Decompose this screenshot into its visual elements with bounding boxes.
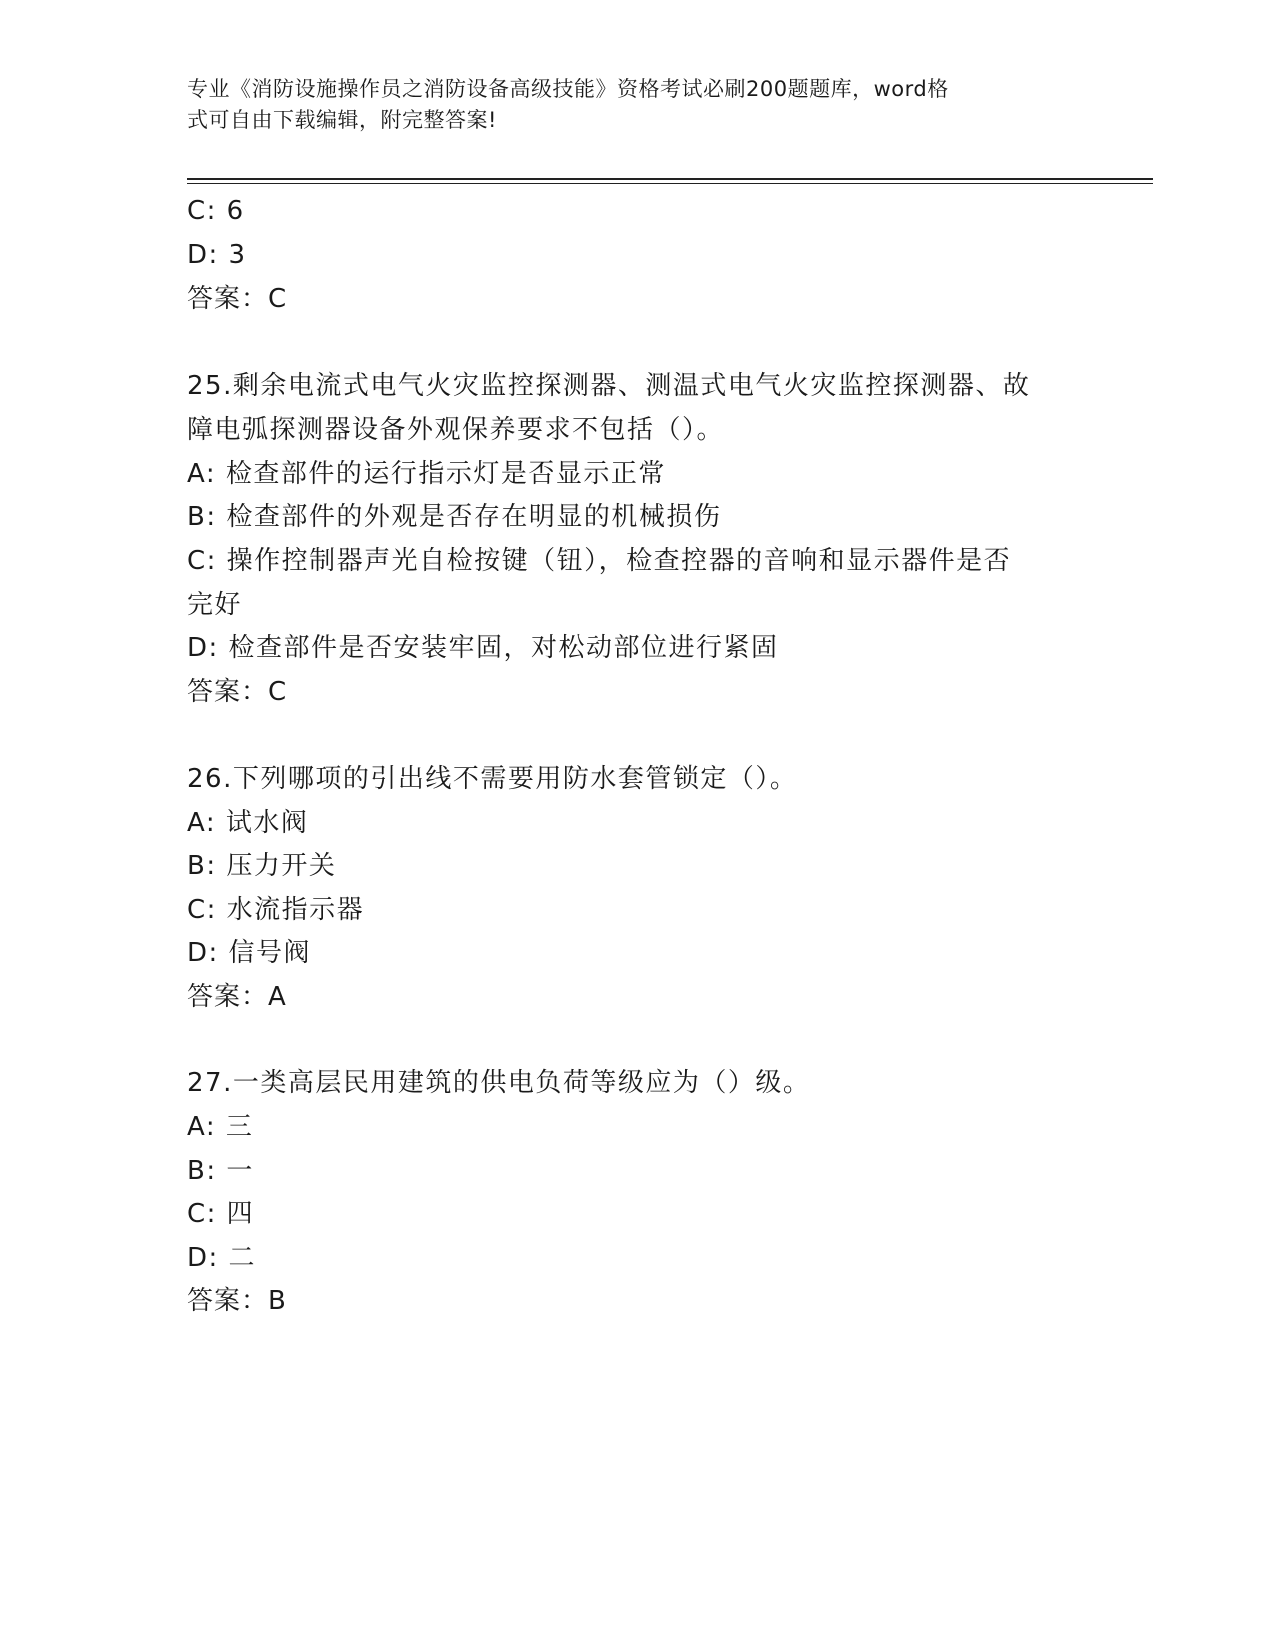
header-line-1: 专业《消防设施操作员之消防设备高级技能》资格考试必刷200题题库，word格 xyxy=(187,77,949,101)
q27-option-d: D: 二 xyxy=(187,1243,257,1273)
q26-stem: 26.下列哪项的引出线不需要用防水套管锁定（）。 xyxy=(187,764,798,794)
q26-option-b: B: 压力开关 xyxy=(187,851,337,881)
q24-option-d: D: 3 xyxy=(187,240,247,270)
q26-answer: 答案：A xyxy=(187,982,287,1012)
q27-option-a: A: 三 xyxy=(187,1112,254,1142)
q24-answer: 答案：C xyxy=(187,284,288,314)
q26-option-d: D: 信号阀 xyxy=(187,938,312,968)
document-header xyxy=(187,74,1067,136)
q27-stem: 27.一类高层民用建筑的供电负荷等级应为（）级。 xyxy=(187,1068,811,1098)
header-divider-thick xyxy=(187,178,1153,180)
q27-answer: 答案：B xyxy=(187,1286,287,1316)
q27-option-b: B: 一 xyxy=(187,1156,254,1186)
q24-option-c: C: 6 xyxy=(187,196,245,226)
q25-option-c-line-1: C: 操作控制器声光自检按键（钮），检查控器的音响和显示器件是否 xyxy=(187,546,1012,576)
q25-option-b: B: 检查部件的外观是否存在明显的机械损伤 xyxy=(187,502,722,532)
q26-option-a: A: 试水阀 xyxy=(187,808,309,838)
header-divider-thin xyxy=(187,183,1153,184)
q25-option-d: D: 检查部件是否安装牢固，对松动部位进行紧固 xyxy=(187,633,779,663)
header-line-2: 式可自由下载编辑，附完整答案! xyxy=(187,108,497,132)
q25-option-c-line-2: 完好 xyxy=(187,590,243,620)
q25-stem-line-1: 25.剩余电流式电气火灾监控探测器、测温式电气火灾监控探测器、故 xyxy=(187,371,1031,401)
q27-option-c: C: 四 xyxy=(187,1199,255,1229)
q25-stem-line-2: 障电弧探测器设备外观保养要求不包括（）。 xyxy=(187,415,725,445)
q25-option-a: A: 检查部件的运行指示灯是否显示正常 xyxy=(187,459,666,489)
q25-answer: 答案：C xyxy=(187,677,288,707)
q26-option-c: C: 水流指示器 xyxy=(187,895,365,925)
